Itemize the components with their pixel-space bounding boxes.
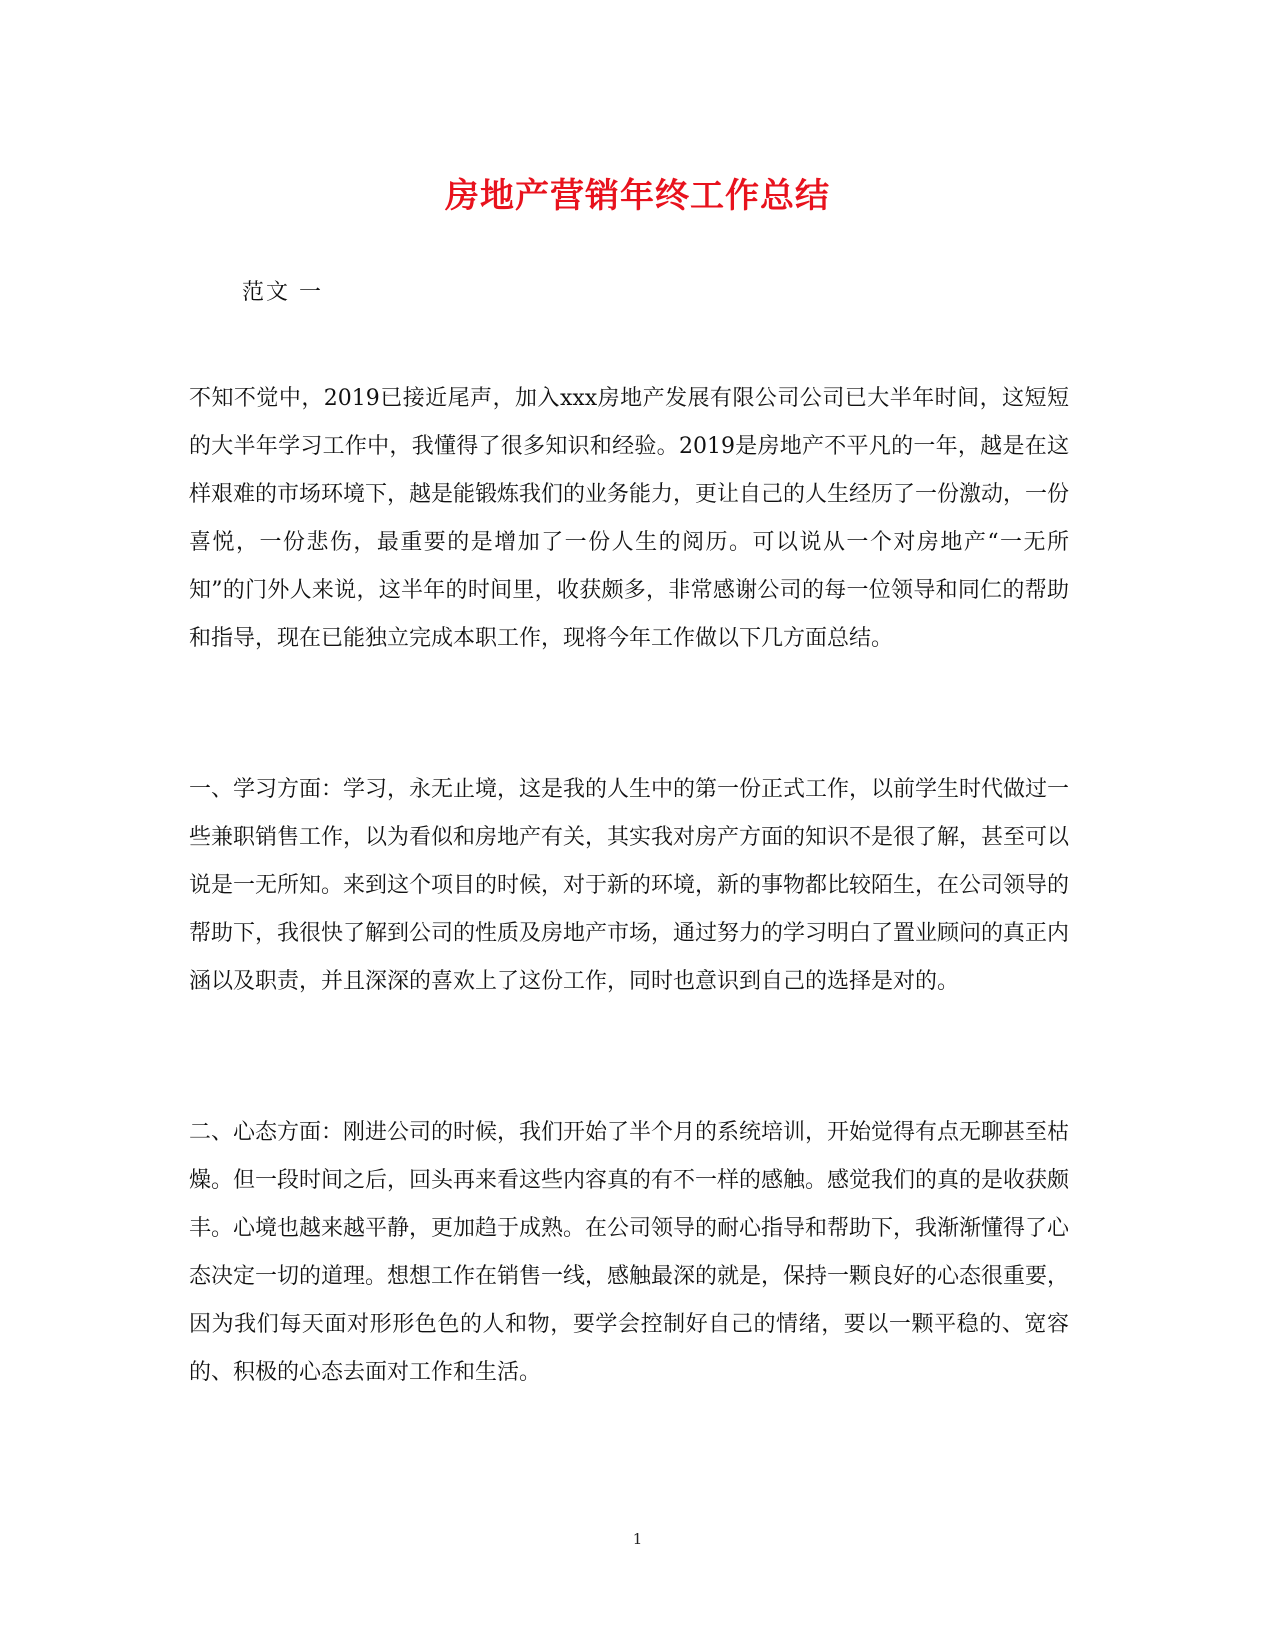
paragraph-intro: 不知不觉中，2019已接近尾声，加入xxx房地产发展有限公司公司已大半年时间，这短短的大半年学习工作中，我懂得了很多知识和经验。2019是房地产不平凡的一年，越是在这样艰难的市场环境下，越是能锻炼我们的业务能力，更让自己的人生经历了一份激动，一份喜悦，一份悲伤，最重要的是增加了一份人生的阅历。可以说从一个对房地产“一无所知”的门外人来说，这半年的时间里，收获颇多，非常感谢公司的每一位领导和同仁的帮助和指导，现在已能独立完成本职工作，现将今年工作做以下几方面总结。: [189, 386, 1070, 651]
page-number: 1: [632, 1530, 643, 1548]
paragraph-learning: 一、学习方面：学习，永无止境，这是我的人生中的第一份正式工作，以前学生时代做过一些兼职销售工作，以为看似和房地产有关，其实我对房产方面的知识不是很了解，甚至可以说是一无所知。来到这个项目的时候，对于新的环境，新的事物都比较陌生，在公司领导的帮助下，我很快了解到公司的性质及房地产市场，通过努力的学习明白了置业顾问的真正内涵以及职责，并且深深的喜欢上了这份工作，同时也意识到自己的选择是对的。: [189, 777, 1070, 994]
section-subheading: 范文 一: [242, 280, 323, 305]
paragraph-mindset: 二、心态方面：刚进公司的时候，我们开始了半个月的系统培训，开始觉得有点无聊甚至枯燥。但一段时间之后，回头再来看这些内容真的有不一样的感触。感觉我们的真的是收获颇丰。心境也越来越平静，更加趋于成熟。在公司领导的耐心指导和帮助下，我渐渐懂得了心态决定一切的道理。想想工作在销售一线，感触最深的就是，保持一颗良好的心态很重要，因为我们每天面对形形色色的人和物，要学会控制好自己的情绪，要以一颗平稳的、宽容的、积极的心态去面对工作和生活。: [189, 1120, 1070, 1385]
document-title: 房地产营销年终工作总结: [445, 176, 830, 216]
